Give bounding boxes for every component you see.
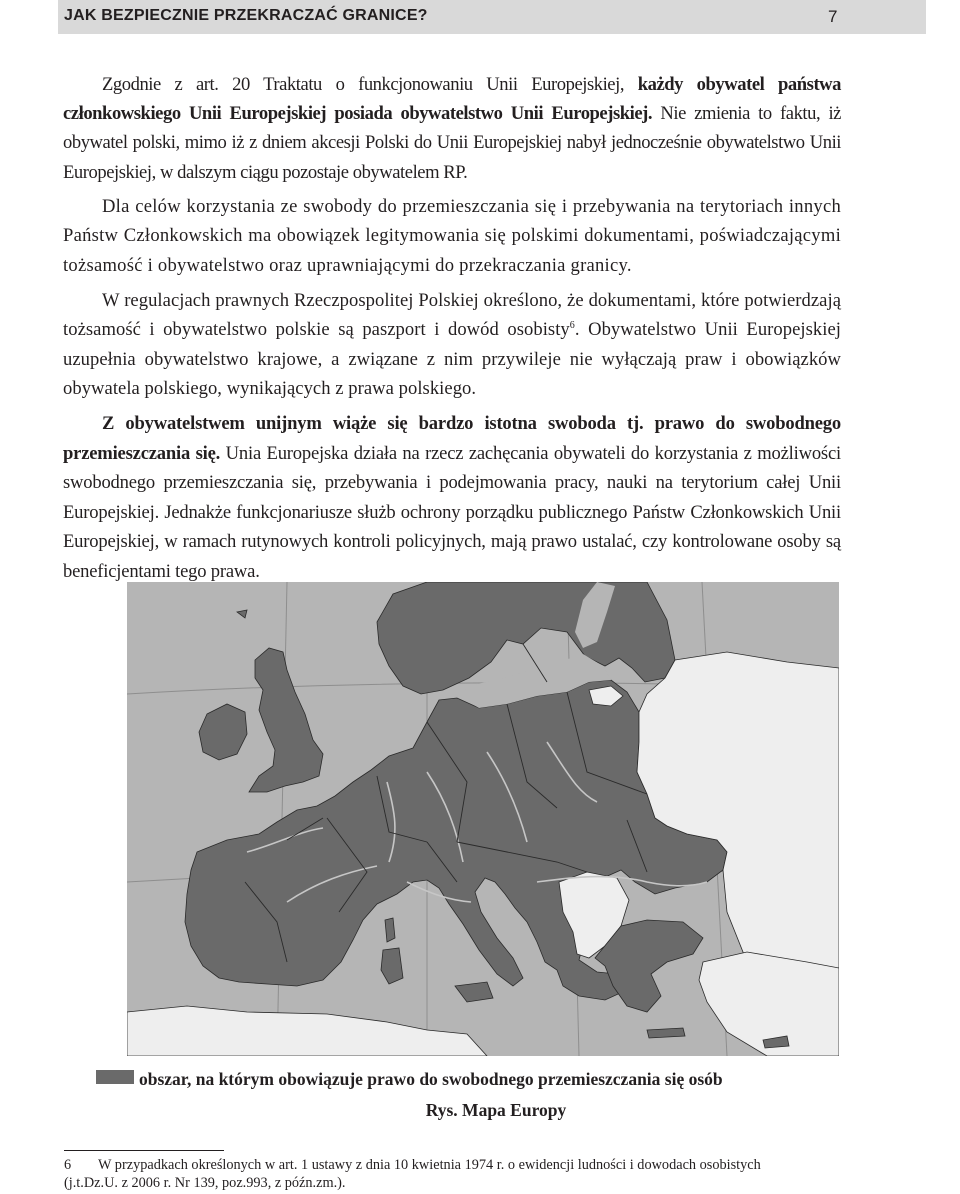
footnote-line-2: (j.t.Dz.U. z 2006 r. Nr 139, poz.993, z późn.zm.). [64, 1175, 346, 1191]
paragraph-4 [63, 409, 841, 587]
paragraph-4-bold: Z obywatelstwem unijnym wiąże się bardzo istotna swoboda tj. prawo do swobodnego przemieszczania się. [63, 412, 841, 464]
paragraph-1-lead: Zgodnie z art. 20 Traktatu o funkcjonowaniu Unii Europejskiej, [102, 74, 638, 95]
footnote-reference[interactable]: 6 [569, 320, 575, 331]
europe-map-graphic [127, 582, 839, 1056]
footnote [64, 1156, 854, 1192]
paragraph-4-rest: Unia Europejska działa na rzecz zachęcania obywateli do korzystania z możliwości swobodnego przemieszczania się, przebywania i podejmowania pracy, nauki na terytorium całej Unii Europejskiej. Jednakże funkcjonariusze służb ochrony porządku publicznego Państw Członkowskich Unii Europejskiej, w ramach rutynowych kontroli policyjnych, mają prawo ustalać, czy kontrolowane osoby są beneficjentami tego prawa. [63, 442, 841, 582]
paragraph-3-rest: . Obywatelstwo Unii Europejskiej uzupełnia obywatelstwo krajowe, a związane z nim przywileje nie wyłączają praw i obowiązków obywatela polskiego, wynikających z prawa polskiego. [63, 319, 842, 400]
body-text [63, 70, 841, 592]
legend-label: obszar, na którym obowiązuje prawo do swobodnego przemieszczania się osób [139, 1069, 723, 1089]
figure-caption-text: Rys. Mapa Europy [425, 1100, 567, 1120]
paragraph-1-bold: każdy obywatel państwa członkowskiego Unii Europejskiej posiada obywatelstwo Unii Europejskiej. [63, 74, 842, 125]
paragraph-3 [63, 286, 841, 404]
europe-map [127, 582, 839, 1056]
map-crete [647, 1028, 685, 1038]
footnote-number: 6 [64, 1157, 72, 1173]
footnote-line-1 [64, 1156, 854, 1174]
footnote-separator [64, 1150, 224, 1151]
paragraph-3-lead: W regulacjach prawnych Rzeczpospolitej Polskiej określono, że dokumentami, które potwierdzają tożsamość i obywatelstwo polskie są paszport i dowód osobisty [63, 289, 841, 341]
figure-caption [0, 1100, 960, 1121]
paragraph-1-rest: Nie zmienia to faktu, iż obywatel polski, mimo iż z dniem akcesji Polski do Unii Europejskiej nabył jednocześnie obywatelstwo Unii Europejskiej, w dalszym ciągu pozostaje obywatelem RP. [63, 103, 841, 183]
running-header-title: JAK BEZPIECZNIE PRZEKRACZAĆ GRANICE? [64, 7, 428, 24]
legend-swatch [96, 1070, 134, 1084]
page-number: 7 [828, 7, 838, 26]
footnote-text-1: W przypadkach określonych w art. 1 ustawy z dnia 10 kwietnia 1974 r. o ewidencji ludności i dowodach osobistych [98, 1157, 761, 1173]
map-corsica [385, 918, 395, 942]
paragraph-2: Dla celów korzystania ze swobody do przemieszczania się i przebywania na terytoriach innych Państw Członkowskich ma obowiązek legitymowania się polskimi dokumentami, poświadczającymi tożsamość i obywatelstwo oraz uprawniającymi do przekraczania granicy. [63, 195, 841, 276]
paragraph-1 [63, 70, 841, 187]
